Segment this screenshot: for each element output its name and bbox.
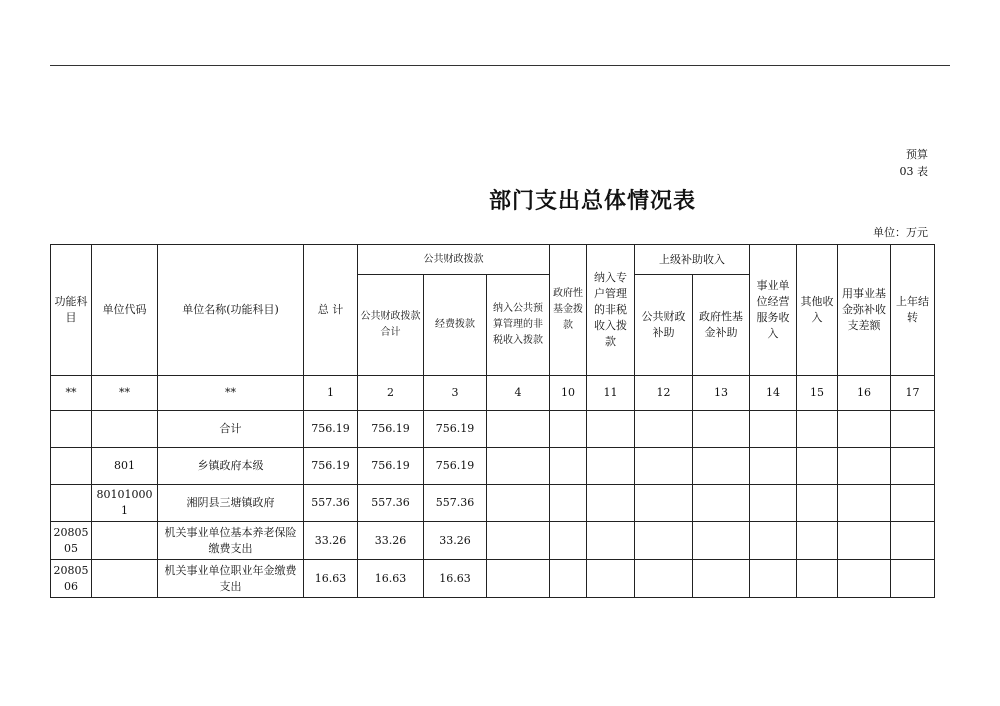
col-index: 12 [635, 376, 693, 411]
col-index: 3 [424, 376, 487, 411]
row-name: 机关事业单位基本养老保险缴费支出 [158, 522, 304, 560]
row-funding: 557.36 [424, 485, 487, 522]
col-index: 1 [304, 376, 358, 411]
row-total: 557.36 [304, 485, 358, 522]
header-total: 总 计 [304, 245, 358, 376]
row-func [51, 411, 92, 448]
table-row [51, 448, 935, 485]
header-code: 单位代码 [92, 245, 158, 376]
table-row [51, 522, 935, 560]
header-special-nontax: 纳入专户管理的非税收入拨款 [587, 245, 635, 376]
expenditure-table [50, 244, 935, 598]
header-public-sum: 公共财政拨款合计 [358, 275, 424, 376]
row-code: 801 [92, 448, 158, 485]
col-index: ** [51, 376, 92, 411]
col-index: 4 [487, 376, 550, 411]
column-index-row [51, 376, 935, 411]
row-code: 801010001 [92, 485, 158, 522]
form-number-line1: 预算 [906, 148, 928, 161]
form-number [900, 146, 929, 180]
row-funding: 33.26 [424, 522, 487, 560]
header-funding: 经费拨款 [424, 275, 487, 376]
row-total: 33.26 [304, 522, 358, 560]
col-index: 16 [838, 376, 891, 411]
row-public-sum: 756.19 [358, 411, 424, 448]
col-index: ** [92, 376, 158, 411]
header-name: 单位名称(功能科目) [158, 245, 304, 376]
row-func [51, 448, 92, 485]
row-name: 湘阴县三塘镇政府 [158, 485, 304, 522]
col-index: 14 [750, 376, 797, 411]
table-row [51, 485, 935, 522]
row-code [92, 560, 158, 598]
col-index: 13 [693, 376, 750, 411]
row-public-sum: 557.36 [358, 485, 424, 522]
col-index: 17 [891, 376, 935, 411]
row-public-sum: 756.19 [358, 448, 424, 485]
table-row [51, 560, 935, 598]
header-public: 公共财政拨款 [358, 245, 550, 275]
row-name: 合计 [158, 411, 304, 448]
row-funding: 756.19 [424, 448, 487, 485]
row-total: 756.19 [304, 448, 358, 485]
header-sup-public: 公共财政补助 [635, 275, 693, 376]
page-title: 部门支出总体情况表 [488, 188, 696, 214]
unit-label: 单位：万元 [873, 226, 928, 239]
header-other: 其他收入 [797, 245, 838, 376]
row-public-sum: 33.26 [358, 522, 424, 560]
col-index: 2 [358, 376, 424, 411]
row-func: 2080505 [51, 522, 92, 560]
header-gov-fund: 政府性基金拨款 [550, 245, 587, 376]
col-index: 11 [587, 376, 635, 411]
header-carry: 上年结转 [891, 245, 935, 376]
form-number-line2: 03 表 [899, 165, 928, 178]
row-code [92, 411, 158, 448]
row-code [92, 522, 158, 560]
row-total: 16.63 [304, 560, 358, 598]
header-business: 事业单位经营服务收入 [750, 245, 797, 376]
row-func: 2080506 [51, 560, 92, 598]
row-total: 756.19 [304, 411, 358, 448]
header-superior: 上级补助收入 [635, 245, 750, 275]
top-rule [50, 65, 950, 66]
table-row [51, 411, 935, 448]
col-index: ** [158, 376, 304, 411]
header-sup-gov: 政府性基金补助 [693, 275, 750, 376]
row-funding: 756.19 [424, 411, 487, 448]
row-public-sum: 16.63 [358, 560, 424, 598]
row-func [51, 485, 92, 522]
col-index: 10 [550, 376, 587, 411]
col-index: 15 [797, 376, 838, 411]
header-nontax-in: 纳入公共预算管理的非税收入拨款 [487, 275, 550, 376]
row-name: 乡镇政府本级 [158, 448, 304, 485]
row-name: 机关事业单位职业年金缴费支出 [158, 560, 304, 598]
row-funding: 16.63 [424, 560, 487, 598]
header-func: 功能科目 [51, 245, 92, 376]
header-balance: 用事业基金弥补收支差额 [838, 245, 891, 376]
